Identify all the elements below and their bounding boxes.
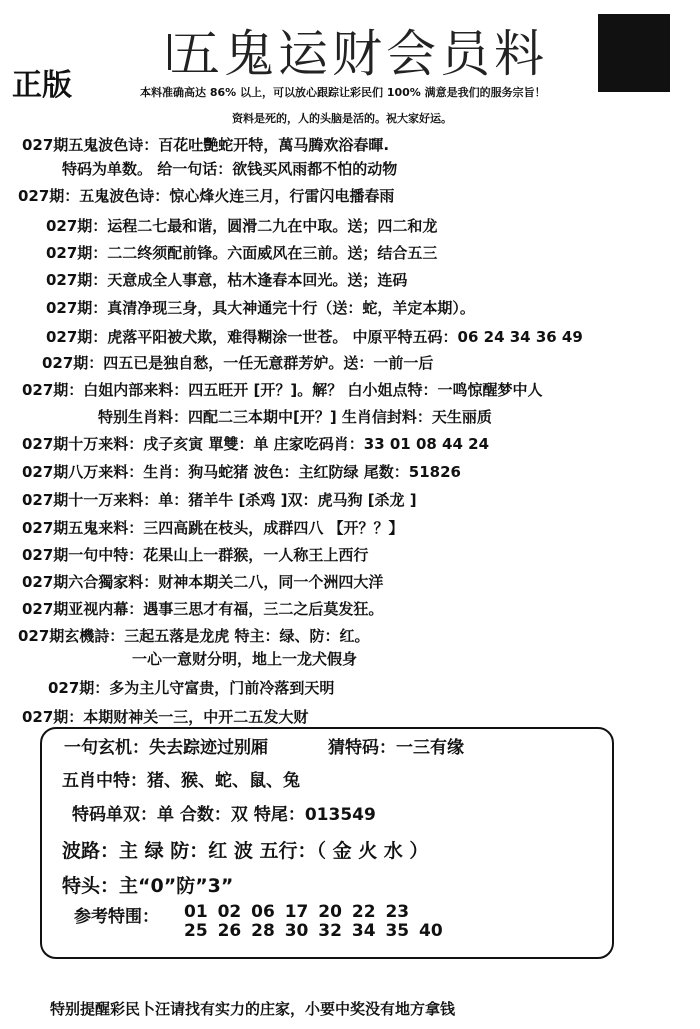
footer-warning: 特别提醒彩民卜汪请找有实力的庄家，小要中奖没有地方拿钱 <box>50 1000 456 1018</box>
subtitle-luck: 资料是死的，人的头脑是活的。祝大家好运。 <box>232 112 452 125</box>
list-item: 027期十万来料：戌子亥寅 單雙：单 庄家吃码肖：33 01 08 44 24 <box>22 435 490 453</box>
black-logo-block <box>598 14 670 92</box>
list-item: 027期：多为主儿守富贵，门前冷落到天明 <box>48 679 335 697</box>
list-item: 027期十一万来料：单：猪羊牛 [杀鸡 ]双：虎马狗 [杀龙 ] <box>22 491 417 509</box>
list-item: 027期八万来料：生肖：狗马蛇猪 波色：主红防绿 尾数：51826 <box>22 463 461 481</box>
ref-label: 参考特围： <box>74 907 159 927</box>
list-item: 027期：虎落平阳被犬欺，难得糊涂一世苍。 中原平特五码：06 24 34 36 49 <box>46 328 583 346</box>
head-line: 特头：主“0”防”3” <box>62 875 234 897</box>
list-item: 027期：运程二七最和谐，圆滑二九在中取。送；四二和龙 <box>46 217 438 235</box>
list-item: 027期：本期财神关一三，中开二五发大财 <box>22 708 309 726</box>
list-item: 027期：四五已是独自愁，一任无意群芳妒。送：一前一后 <box>42 354 434 372</box>
list-item: 027期：真清净现三身，具大神通完十行（送：蛇，羊定本期）。 <box>46 299 475 317</box>
subtitle-accuracy: 本料准确高达 86% 以上，可以放心跟踪让彩民们 100% 满意是我们的服务宗旨！ <box>140 86 546 99</box>
list-item: 027期亚视内幕：遇事三思才有福，三二之后莫发狂。 <box>22 600 384 618</box>
riddle-line: 一句玄机：失去踪迹过别厢 <box>64 738 268 758</box>
list-item: 027期玄機詩：三起五落是龙虎 特主：绿、防：红。 <box>18 627 370 645</box>
list-item: 027期五鬼来料：三四高跳在枝头，成群四八 【开？？】 <box>22 519 404 537</box>
list-item: 一心一意财分明，地上一龙犬假身 <box>132 650 358 668</box>
list-item: 027期：白姐内部来料：四五旺开 [开？]。解？ 白小姐点特：一鸣惊醒梦中人 <box>22 381 543 399</box>
odd-even-line: 特码单双：单 合数：双 特尾：013549 <box>72 805 376 825</box>
ref-row-1: 01 02 06 17 20 22 23 <box>184 902 410 922</box>
list-item: 027期：二二终须配前锋。六面威风在三前。送；结合五三 <box>46 244 438 262</box>
edition-label: 正版 <box>12 68 72 103</box>
guess-line: 猜特码：一三有缘 <box>328 738 464 758</box>
page-title: 五鬼运财会员料 <box>170 25 548 83</box>
list-item: 027期：五鬼波色诗：惊心烽火连三月，行雷闪电播春雨 <box>18 187 395 205</box>
zodiac-line: 五肖中特：猪、猴、蛇、鼠、兔 <box>62 771 300 791</box>
list-item: 特码为单数。 给一句话：欲钱买风雨都不怕的动物 <box>62 160 398 178</box>
ref-row-2: 25 26 28 30 32 34 35 40 <box>184 921 443 941</box>
list-item: 027期：天意成全人事意，枯木逢春本回光。送；连码 <box>46 271 408 289</box>
wave-line: 波路：主 绿 防：红 波 五行：（ 金 火 水 ） <box>62 840 429 862</box>
list-item: 027期一句中特：花果山上一群猴，一人称王上西行 <box>22 546 369 564</box>
list-item: 027期六合獨家料：财神本期关二八，同一个洲四大洋 <box>22 573 384 591</box>
list-item: 027期五鬼波色诗：百花吐艷蛇开特，萬马腾欢浴春暉. <box>22 136 390 154</box>
list-item: 特别生肖料：四配二三本期中[开？] 生肖信封料：天生丽质 <box>98 408 492 426</box>
